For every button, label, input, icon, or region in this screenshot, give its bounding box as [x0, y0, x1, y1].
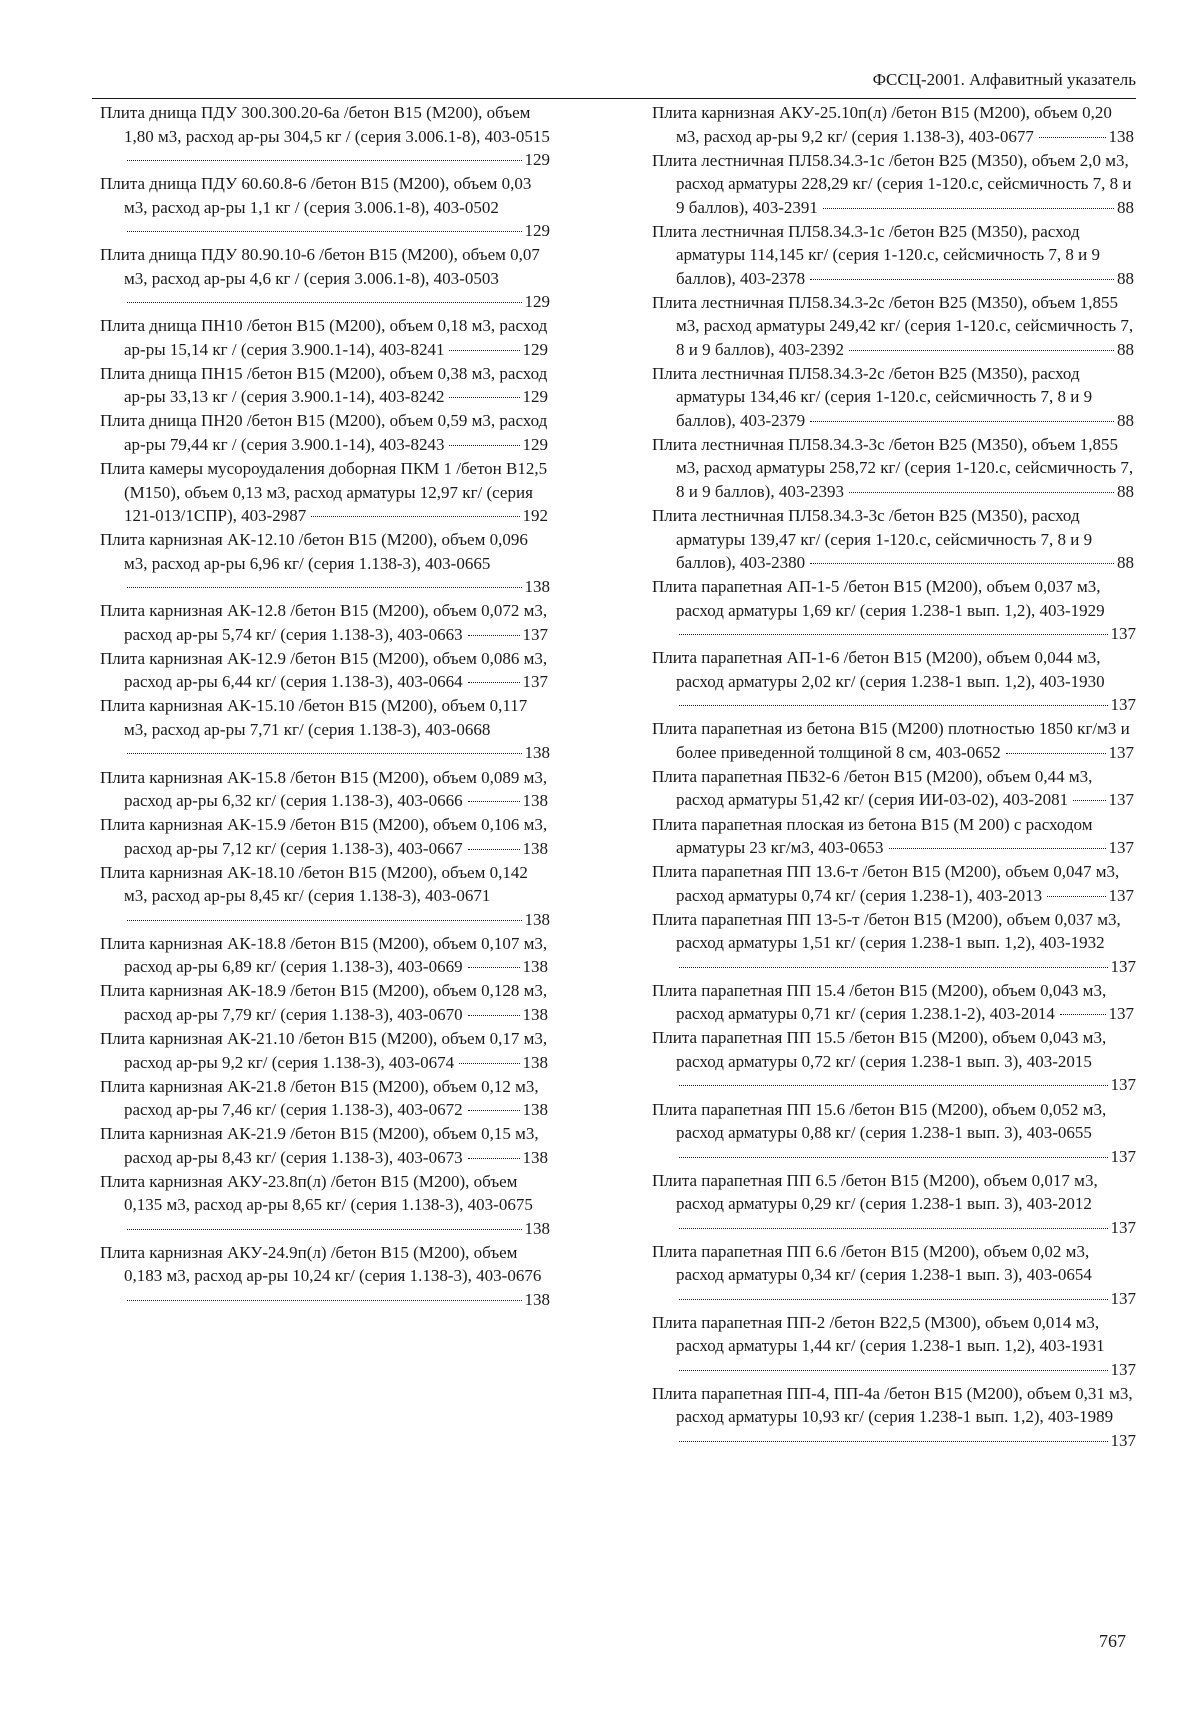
entry-page-ref: 137: [1110, 1075, 1136, 1095]
header-title: ФССЦ-2001. Алфавитный указатель: [872, 70, 1136, 89]
dot-leader: [1039, 137, 1106, 138]
entry-leader: [465, 837, 548, 861]
dot-leader: [679, 1085, 1108, 1086]
dot-leader: [1047, 896, 1105, 897]
dot-leader: [127, 231, 522, 232]
entry-page-ref: 137: [1108, 838, 1134, 858]
dot-leader: [468, 967, 520, 968]
entry-page-ref: 137: [1110, 1217, 1136, 1237]
entry-leader: [886, 836, 1134, 860]
entry-page-ref: 129: [524, 150, 550, 169]
entry-leader: [676, 693, 1136, 717]
index-entry: [652, 717, 1136, 764]
dot-leader: [810, 279, 1114, 280]
entry-leader: [807, 551, 1134, 575]
entry-text: Плита днища ПН10 /бетон В15 (М200), объем 0,18 м3, расход ар-ры 15,14 кг / (серия 3.900.1-14), 403-8241: [100, 316, 548, 359]
dot-leader: [311, 516, 519, 517]
entry-page-ref: 137: [522, 624, 548, 644]
index-entry: [652, 433, 1136, 504]
entry-text: Плита парапетная ПП 13-5-т /бетон В15 (М200), объем 0,037 м3, расход арматуры 1,51 кг/ (серия 1.238-1 вып. 1,2), 403-1932: [652, 909, 1121, 953]
dot-leader: [1060, 1014, 1106, 1015]
entry-leader: [456, 1051, 548, 1075]
entry-leader: [446, 385, 548, 409]
entry-leader: [124, 219, 550, 243]
entry-leader: [676, 1145, 1136, 1169]
index-entry: [100, 172, 550, 243]
entry-page-ref: 137: [1110, 1430, 1136, 1450]
dot-leader: [449, 350, 519, 351]
index-entry: [100, 101, 550, 172]
entry-page-ref: 138: [522, 1100, 548, 1120]
dot-leader: [468, 801, 520, 802]
entry-page-ref: 192: [522, 506, 548, 526]
dot-leader: [849, 350, 1114, 351]
entry-page-ref: 138: [522, 838, 548, 858]
entry-text: Плита карнизная АКУ-23.8п(л) /бетон В15 (М200), объем 0,135 м3, расход ар-ры 8,65 кг/ (серия 1.138-3), 403-0675: [100, 1171, 533, 1215]
index-entry: [652, 1169, 1136, 1240]
index-entry: [100, 1122, 550, 1169]
index-entry: [652, 504, 1136, 575]
entry-leader: [820, 196, 1134, 220]
entry-leader: [676, 955, 1136, 979]
index-entry: [100, 243, 550, 314]
entry-page-ref: 129: [524, 292, 550, 312]
entry-leader: [308, 504, 548, 528]
index-entry: [652, 149, 1136, 220]
entry-leader: [465, 955, 548, 979]
entry-text: Плита карнизная АК-12.8 /бетон В15 (М200), объем 0,072 м3, расход ар-ры 5,74 кг/ (серия 1.138-3), 403-0663: [100, 601, 548, 644]
dot-leader: [679, 705, 1108, 706]
entry-leader: [1003, 741, 1134, 765]
entry-page-ref: 138: [524, 909, 550, 929]
entry-text: Плита парапетная ПП 15.4 /бетон В15 (М200), объем 0,043 м3, расход арматуры 0,71 кг/ (серия 1.238.1-2), 403-2014: [652, 980, 1107, 1024]
entry-text: Плита лестничная ПЛ58.34.3-2с /бетон В25 (М350), расход арматуры 134,46 кг/ (серия 1-120.с, сейсмичность 7, 8 и 9 баллов), 403-2379: [652, 363, 1093, 430]
entry-page-ref: 137: [1110, 1146, 1136, 1166]
entry-text: Плита лестничная ПЛ58.34.3-2с /бетон В25 (М350), объем 1,855 м3, расход арматуры 249,42 кг/ (серия 1-120.с, сейсмичность 7, 8 и 9 баллов), 403-2392: [652, 292, 1134, 359]
dot-leader: [849, 492, 1114, 493]
dot-leader: [127, 587, 522, 588]
entry-page-ref: 129: [522, 339, 548, 359]
dot-leader: [468, 635, 520, 636]
index-entry: [652, 291, 1136, 362]
dot-leader: [679, 1157, 1108, 1158]
entry-text: Плита парапетная АП-1-5 /бетон В15 (М200), объем 0,037 м3, расход арматуры 1,69 кг/ (серия 1.238-1 вып. 1,2), 403-1929: [652, 577, 1105, 620]
entry-leader: [465, 623, 548, 647]
entry-text: Плита карнизная АК-21.9 /бетон В15 (М200), объем 0,15 м3, расход ар-ры 8,43 кг/ (серия 1.138-3), 403-0673: [100, 1124, 539, 1167]
dot-leader: [679, 1228, 1108, 1229]
dot-leader: [679, 634, 1108, 635]
entry-text: Плита карнизная АК-21.10 /бетон В15 (М200), объем 0,17 м3, расход ар-ры 9,2 кг/ (серия 1.138-3), 403-0674: [100, 1029, 548, 1072]
dot-leader: [449, 397, 519, 398]
entry-leader: [676, 622, 1136, 646]
entry-page-ref: 138: [524, 1218, 550, 1238]
entry-text: Плита карнизная АК-18.9 /бетон В15 (М200), объем 0,128 м3, расход ар-ры 7,79 кг/ (серия 1.138-3), 403-0670: [100, 981, 548, 1024]
index-entry: [100, 362, 550, 409]
dot-leader: [127, 1229, 522, 1230]
entry-text: Плита карнизная АК-12.9 /бетон В15 (М200), объем 0,086 м3, расход ар-ры 6,44 кг/ (серия 1.138-3), 403-0664: [100, 648, 548, 692]
entry-page-ref: 88: [1117, 553, 1134, 573]
entry-page-ref: 138: [524, 577, 550, 597]
entry-text: Плита карнизная АК-18.10 /бетон В15 (М200), объем 0,142 м3, расход ар-ры 8,45 кг/ (серия 1.138-3), 403-0671: [100, 862, 528, 906]
entry-page-ref: 88: [1117, 197, 1134, 217]
entry-leader: [676, 1429, 1136, 1453]
dot-leader: [679, 1441, 1108, 1442]
entry-text: Плита парапетная ПБ32-6 /бетон В15 (М200), объем 0,44 м3, расход арматуры 51,42 кг/ (серия ИИ-03-02), 403-2081: [652, 766, 1093, 810]
entry-page-ref: 138: [1108, 126, 1134, 146]
entry-page-ref: 138: [522, 1004, 548, 1024]
entry-leader: [124, 741, 550, 765]
entry-leader: [465, 1098, 548, 1122]
entry-leader: [124, 290, 550, 314]
entry-page-ref: 137: [1108, 790, 1134, 810]
dot-leader: [1073, 800, 1105, 801]
index-entry: [652, 908, 1136, 979]
entry-page-ref: 138: [524, 743, 550, 763]
entry-page-ref: 138: [522, 791, 548, 811]
entry-page-ref: 88: [1117, 339, 1134, 359]
entry-leader: [465, 1003, 548, 1027]
entry-text: Плита карнизная АК-15.8 /бетон В15 (М200), объем 0,089 м3, расход ар-ры 6,32 кг/ (серия 1.138-3), 403-0666: [100, 767, 548, 811]
entry-text: Плита парапетная ПП-2 /бетон В22,5 (М300), объем 0,014 м3, расход арматуры 1,44 кг/ (серия 1.238-1 вып. 1,2), 403-1931: [652, 1312, 1105, 1356]
entry-text: Плита лестничная ПЛ58.34.3-1с /бетон В25 (М350), расход арматуры 114,145 кг/ (серия 1-120.с, сейсмичность 7, 8 и 9 баллов), 403-2378: [652, 221, 1101, 288]
dot-leader: [679, 967, 1108, 968]
dot-leader: [468, 682, 520, 683]
entry-text: Плита днища ПДУ 300.300.20-6а /бетон В15 (М200), объем 1,80 м3, расход ар-ры 304,5 кг / (серия 3.006.1-8), 403-0515: [100, 103, 550, 146]
entry-text: Плита днища ПДУ 60.60.8-6 /бетон В15 (М200), объем 0,03 м3, расход ар-ры 1,1 кг / (серия 3.006.1-8), 403-0502: [100, 174, 532, 217]
index-entry: [100, 1170, 550, 1241]
index-entry: [100, 314, 550, 361]
dot-leader: [810, 563, 1114, 564]
entry-page-ref: 129: [522, 434, 548, 454]
dot-leader: [449, 445, 519, 446]
entry-text: Плита карнизная АК-18.8 /бетон В15 (М200), объем 0,107 м3, расход ар-ры 6,89 кг/ (серия 1.138-3), 403-0669: [100, 933, 548, 977]
entry-text: Плита карнизная АК-15.9 /бетон В15 (М200), объем 0,106 м3, расход ар-ры 7,12 кг/ (серия 1.138-3), 403-0667: [100, 815, 548, 858]
index-entry: [100, 979, 550, 1026]
dot-leader: [1006, 753, 1106, 754]
index-entry: [652, 1382, 1136, 1453]
index-entry: [100, 766, 550, 813]
entry-text: Плита парапетная ПП 6.5 /бетон В15 (М200), объем 0,017 м3, расход арматуры 0,29 кг/ (серия 1.238-1 вып. 3), 403-2012: [652, 1170, 1098, 1214]
entry-leader: [124, 148, 550, 172]
dot-leader: [823, 208, 1114, 209]
entry-text: Плита парапетная ПП 15.5 /бетон В15 (М200), объем 0,043 м3, расход арматуры 0,72 кг/ (серия 1.238-1 вып. 3), 403-2015: [652, 1028, 1107, 1071]
entry-page-ref: 88: [1117, 410, 1134, 430]
entry-leader: [807, 409, 1134, 433]
index-entry: [100, 1075, 550, 1122]
entry-text: Плита парапетная АП-1-6 /бетон В15 (М200), объем 0,044 м3, расход арматуры 2,02 кг/ (серия 1.238-1 вып. 1,2), 403-1930: [652, 648, 1105, 691]
entry-page-ref: 88: [1117, 481, 1134, 501]
entry-text: Плита парапетная плоская из бетона В15 (М 200) с расходом арматуры 23 кг/м3, 403-0653: [652, 814, 1093, 858]
dot-leader: [127, 1300, 522, 1301]
index-entry: [100, 861, 550, 932]
entry-leader: [1044, 884, 1134, 908]
entry-leader: [465, 670, 548, 694]
entry-leader: [446, 433, 548, 457]
entry-leader: [1070, 788, 1134, 812]
dot-leader: [459, 1063, 519, 1064]
entry-page-ref: 137: [1110, 624, 1136, 644]
dot-leader: [468, 1158, 520, 1159]
dot-leader: [127, 920, 522, 921]
entry-leader: [446, 338, 548, 362]
index-entry: [100, 409, 550, 456]
index-entry: [652, 362, 1136, 433]
entry-text: Плита парапетная из бетона В15 (М200) плотностью 1850 кг/м3 и более приведенной толщиной 8 см, 403-0652: [652, 719, 1130, 762]
entry-leader: [465, 789, 548, 813]
entry-text: Плита днища ПН15 /бетон В15 (М200), объем 0,38 м3, расход ар-ры 33,13 кг / (серия 3.900.1-14), 403-8242: [100, 363, 548, 407]
entry-text: Плита лестничная ПЛ58.34.3-3с /бетон В25 (М350), объем 1,855 м3, расход арматуры 258,72 кг/ (серия 1-120.с, сейсмичность 7, 8 и 9 баллов), 403-2393: [652, 434, 1134, 501]
page-number: 767: [1099, 1631, 1126, 1651]
entry-page-ref: 137: [1108, 1004, 1134, 1024]
entry-text: Плита парапетная ПП 6.6 /бетон В15 (М200), объем 0,02 м3, расход арматуры 0,34 кг/ (серия 1.238-1 вып. 3), 403-0654: [652, 1241, 1092, 1285]
dot-leader: [468, 1015, 520, 1016]
index-entry: [652, 1098, 1136, 1169]
entry-leader: [1057, 1002, 1134, 1026]
entry-text: Плита карнизная АК-21.8 /бетон В15 (М200), объем 0,12 м3, расход ар-ры 7,46 кг/ (серия 1.138-3), 403-0672: [100, 1076, 539, 1120]
entry-page-ref: 88: [1117, 268, 1134, 288]
entry-page-ref: 137: [522, 672, 548, 692]
entry-page-ref: 137: [1108, 885, 1134, 905]
entry-text: Плита парапетная ПП 13.6-т /бетон В15 (М200), объем 0,047 м3, расход арматуры 0,74 кг/ (серия 1.238-1), 403-2013: [652, 862, 1120, 905]
index-entry: [100, 599, 550, 646]
entry-leader: [465, 1146, 548, 1170]
entry-page-ref: 138: [522, 957, 548, 977]
entry-leader: [676, 1216, 1136, 1240]
index-entry: [652, 765, 1136, 812]
entry-page-ref: 138: [524, 1289, 550, 1309]
dot-leader: [127, 160, 522, 161]
index-entry: [652, 646, 1136, 717]
entry-leader: [1036, 125, 1134, 149]
index-entry: [100, 932, 550, 979]
entry-page-ref: 137: [1110, 1359, 1136, 1379]
dot-leader: [127, 753, 522, 754]
index-entry: [652, 1240, 1136, 1311]
dot-leader: [889, 848, 1106, 849]
entry-leader: [846, 480, 1134, 504]
entry-text: Плита камеры мусороудаления доборная ПКМ 1 /бетон В12,5 (М150), объем 0,13 м3, расход арматуры 12,97 кг/ (серия 121-013/1СПР), 403-2987: [100, 459, 548, 526]
index-entry: [100, 1027, 550, 1074]
entry-page-ref: 129: [522, 387, 548, 407]
entry-text: Плита лестничная ПЛ58.34.3-1с /бетон В25 (М350), объем 2,0 м3, расход арматуры 228,29 кг/ (серия 1-120.с, сейсмичность 7, 8 и 9 баллов), 403-2391: [652, 150, 1132, 217]
entry-page-ref: 129: [524, 221, 550, 241]
index-entry: [652, 220, 1136, 291]
index-entry: [100, 694, 550, 765]
entry-leader: [846, 338, 1134, 362]
entry-page-ref: 137: [1108, 742, 1134, 762]
entry-text: Плита карнизная АК-15.10 /бетон В15 (М200), объем 0,117 м3, расход ар-ры 7,71 кг/ (серия 1.138-3), 403-0668: [100, 696, 528, 739]
entry-leader: [124, 908, 550, 932]
index-entry: [100, 457, 550, 528]
entry-leader: [807, 267, 1134, 291]
entry-leader: [676, 1358, 1136, 1382]
right-index-column: [652, 101, 1136, 1453]
entry-leader: [124, 575, 550, 599]
index-entry: [652, 575, 1136, 646]
entry-leader: [676, 1287, 1136, 1311]
index-entry: [652, 979, 1136, 1026]
left-index-column: [100, 101, 550, 1312]
entry-text: Плита днища ПДУ 80.90.10-6 /бетон В15 (М200), объем 0,07 м3, расход ар-ры 4,6 кг / (серия 3.006.1-8), 403-0503: [100, 245, 540, 288]
entry-leader: [124, 1217, 550, 1241]
index-entry: [652, 860, 1136, 907]
dot-leader: [679, 1370, 1108, 1371]
entry-text: Плита карнизная АК-12.10 /бетон В15 (М200), объем 0,096 м3, расход ар-ры 6,96 кг/ (серия 1.138-3), 403-0665: [100, 530, 528, 573]
index-entry: [100, 813, 550, 860]
entry-text: Плита карнизная АКУ-25.10п(л) /бетон В15 (М200), объем 0,20 м3, расход ар-ры 9,2 кг/ (серия 1.138-3), 403-0677: [652, 103, 1112, 146]
index-entry: [652, 1026, 1136, 1097]
entry-text: Плита карнизная АКУ-24.9п(л) /бетон В15 (М200), объем 0,183 м3, расход ар-ры 10,24 кг/ (серия 1.138-3), 403-0676: [100, 1242, 542, 1286]
entry-text: Плита парапетная ПП-4, ПП-4а /бетон В15 (М200), объем 0,31 м3, расход арматуры 10,93 кг/ (серия 1.238-1 вып. 1,2), 403-1989: [652, 1383, 1133, 1427]
entry-text: Плита лестничная ПЛ58.34.3-3с /бетон В25 (М350), расход арматуры 139,47 кг/ (серия 1-120.с, сейсмичность 7, 8 и 9 баллов), 403-2380: [652, 506, 1093, 573]
index-entry: [100, 528, 550, 599]
entry-text: Плита парапетная ПП 15.6 /бетон В15 (М200), объем 0,052 м3, расход арматуры 0,88 кг/ (серия 1.238-1 вып. 3), 403-0655: [652, 1099, 1107, 1142]
index-entry: [652, 101, 1136, 148]
entry-page-ref: 138: [522, 1147, 548, 1167]
entry-page-ref: 137: [1110, 1288, 1136, 1308]
index-entry: [100, 1241, 550, 1312]
index-entry: [652, 813, 1136, 860]
index-entry: [652, 1311, 1136, 1382]
entry-leader: [124, 1288, 550, 1312]
index-entry: [100, 647, 550, 694]
dot-leader: [127, 302, 522, 303]
dot-leader: [810, 421, 1114, 422]
dot-leader: [679, 1299, 1108, 1300]
page-header: [92, 68, 1136, 99]
entry-leader: [676, 1073, 1136, 1097]
dot-leader: [468, 849, 520, 850]
entry-page-ref: 137: [1110, 956, 1136, 976]
entry-page-ref: 138: [522, 1052, 548, 1072]
dot-leader: [468, 1110, 520, 1111]
entry-text: Плита днища ПН20 /бетон В15 (М200), объем 0,59 м3, расход ар-ры 79,44 кг / (серия 3.900.1-14), 403-8243: [100, 411, 548, 454]
entry-page-ref: 137: [1110, 695, 1136, 715]
